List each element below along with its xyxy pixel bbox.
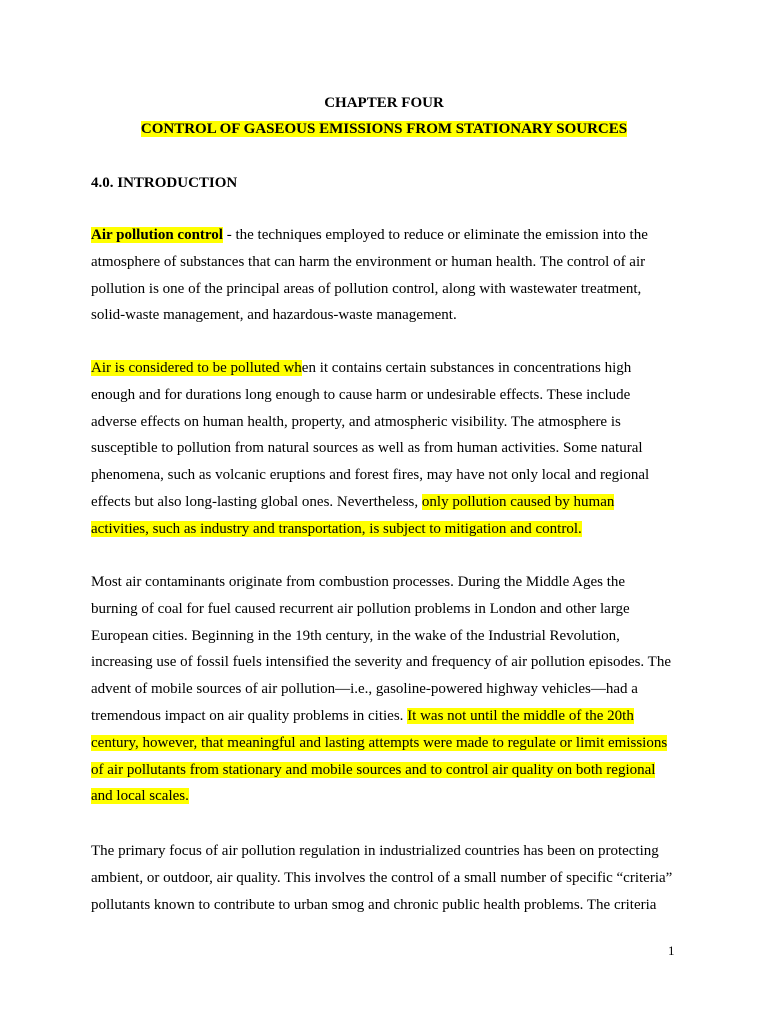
text-line xyxy=(91,516,681,543)
paragraph-air-pollution-control xyxy=(91,222,681,329)
highlighted-text: only pollution caused by human xyxy=(421,493,615,510)
chapter-title xyxy=(0,120,768,138)
text-line: pollutants known to contribute to urban smog and chronic public health problems. The criteria xyxy=(91,896,657,913)
chapter-label-text: CHAPTER FOUR xyxy=(324,95,444,111)
text-line: European cities. Beginning in the 19th century, in the wake of the Industrial Revolution, xyxy=(91,627,620,644)
text-line: adverse effects on human health, property, and atmospheric visibility. The atmosphere is xyxy=(91,413,621,430)
highlighted-text: Air is considered to be polluted wh xyxy=(91,360,302,376)
highlighted-term: Air pollution control xyxy=(91,227,223,243)
highlighted-text: century, however, that meaningful and lasting attempts were made to regulate or limit emissions xyxy=(91,734,668,751)
page-number: 1 xyxy=(668,943,675,958)
highlighted-text: activities, such as industry and transportation, is subject to mitigation and control. xyxy=(91,520,582,537)
text-line: burning of coal for fuel caused recurrent air pollution problems in London and other large xyxy=(91,600,630,617)
text-line: advent of mobile sources of air pollution—i.e., gasoline-powered highway vehicles—had a xyxy=(91,681,638,698)
highlighted-text: and local scales. xyxy=(91,788,189,805)
text-line: The primary focus of air pollution regulation in industrialized countries has been on protecting xyxy=(91,843,659,859)
text-line xyxy=(91,783,681,810)
text-line: atmosphere of substances that can harm the environment or human health. The control of air xyxy=(91,253,646,270)
highlighted-text: It was not until the middle of the 20th xyxy=(407,707,634,724)
paragraph-history xyxy=(91,569,681,810)
text-line xyxy=(91,730,681,757)
highlighted-text: of air pollutants from stationary and mobile sources and to control air quality on both regional xyxy=(91,761,656,778)
text-line: pollution is one of the principal areas of pollution control, along with wastewater treatment, xyxy=(91,280,642,297)
text-line: susceptible to pollution from natural sources as well as from human activities. Some natural xyxy=(91,440,643,457)
text-line xyxy=(91,757,681,784)
text-line: ambient, or outdoor, air quality. This involves the control of a small number of specific “criteria” xyxy=(91,869,673,886)
text-line: enough and for durations long enough to cause harm or undesirable effects. These include xyxy=(91,386,631,403)
paragraph-air-pollution-definition xyxy=(91,355,681,543)
text-line: Most air contaminants originate from combustion processes. During the Middle Ages the xyxy=(91,574,626,590)
text-line: increasing use of fossil fuels intensified the severity and frequency of air pollution episodes. The xyxy=(91,654,671,671)
text-line: Air pollution control - the techniques employed to reduce or eliminate the emission into the xyxy=(91,227,648,243)
chapter-label xyxy=(0,94,768,112)
section-heading: 4.0. INTRODUCTION xyxy=(91,175,238,191)
text-line: Air is considered to be polluted when it contains certain substances in concentrations high xyxy=(91,360,632,376)
text-line: phenomena, such as volcanic eruptions and forest fires, may have not only local and regional xyxy=(91,467,650,484)
text-line: solid-waste management, and hazardous-waste management. xyxy=(91,307,457,324)
chapter-title-text: CONTROL OF GASEOUS EMISSIONS FROM STATIONARY SOURCES xyxy=(140,121,628,137)
text-line: effects but also long-lasting global ones. Nevertheless, only pollution caused by human xyxy=(91,493,615,510)
text-line: tremendous impact on air quality problems in cities. It was not until the middle of the 20th xyxy=(91,707,634,724)
paragraph-regulation-focus xyxy=(91,838,681,918)
